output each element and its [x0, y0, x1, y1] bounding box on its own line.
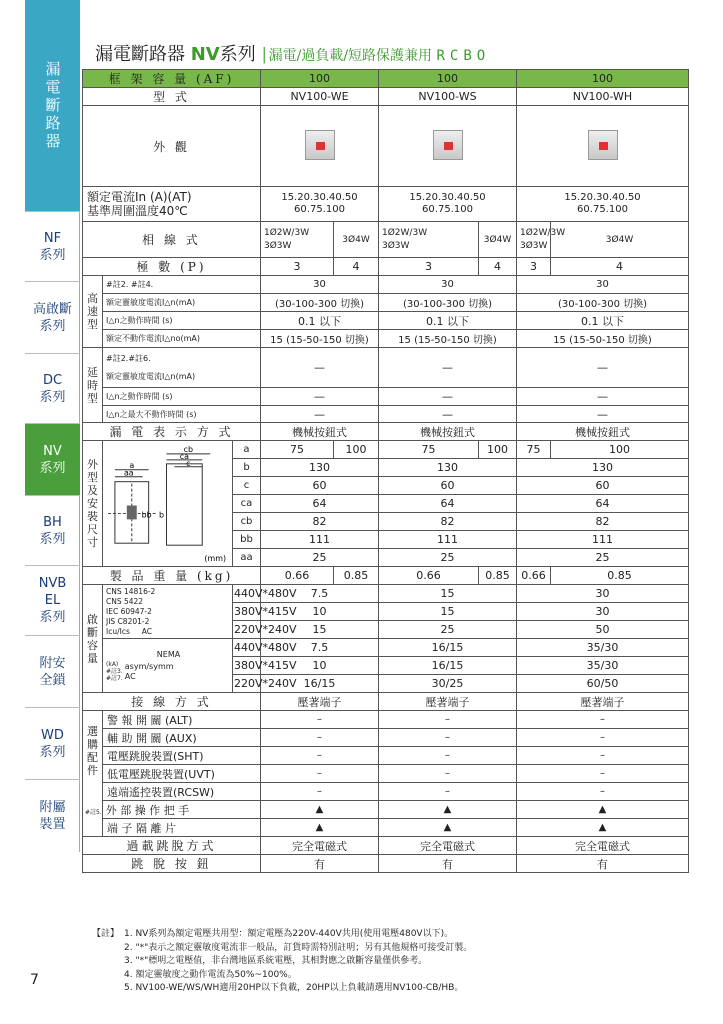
ic-value: 16/15 — [261, 675, 379, 693]
hs-note-value: 30 — [517, 276, 689, 294]
ic-nema-block — [103, 639, 233, 693]
breaker-side-outline — [167, 464, 203, 545]
ic-value: 25 — [379, 621, 517, 639]
dim-letter: b — [233, 459, 261, 477]
ic-asym: asym/symm AC — [124, 661, 174, 681]
breaker-image — [517, 106, 689, 187]
ic-value: 7.5 — [261, 639, 379, 657]
hs-non-label: 額定不動作電流I△no(mA) — [103, 330, 261, 348]
ic-standard: CNS 14816-2 CNS 5422 IEC 60947-2 JIS C8201-2 Icu/Ics AC — [103, 585, 233, 639]
hs-time-label: I△n之動作時間 (s) — [103, 312, 261, 330]
hs-non-value: 15 (15-50-150 切換) — [517, 330, 689, 348]
ic-asym-row — [106, 661, 231, 682]
dim-value: 82 — [517, 513, 689, 531]
dim-value: 64 — [517, 495, 689, 513]
option-value: – — [517, 765, 689, 783]
sidebar-item-nvbel[interactable]: NVB EL 系列 — [25, 566, 80, 636]
rated-line: 60.75.100 — [294, 204, 345, 215]
option-value: – — [379, 783, 517, 801]
td-sens-label: 額定靈敏度電流I△n(mA) — [106, 371, 196, 381]
sidebar-item-lock[interactable]: 附安 全鎖 — [25, 636, 80, 708]
rated-value — [379, 187, 517, 222]
poles-value: 4 — [551, 258, 689, 276]
weight-value: 0.85 — [334, 567, 379, 585]
fig-label-a: a — [129, 460, 135, 470]
phase-line: 3Ø3W — [264, 240, 292, 251]
dim-value: 82 — [261, 513, 379, 531]
rated-line: 15.20.30.40.50 — [564, 192, 641, 203]
note-line: 3. "*"標明之電壓值，非台灣地區系統電壓，其相對應之啟斷容量僅供參考。 — [124, 956, 428, 966]
option-label: 輔 助 開 關 (AUX) — [103, 729, 261, 747]
poles-value: 3 — [379, 258, 479, 276]
dash-value: — — [379, 406, 517, 423]
option-value: – — [261, 765, 379, 783]
voltage: 440V*480V — [233, 585, 261, 603]
dim-value: 64 — [379, 495, 517, 513]
sidebar-item-high-breaking[interactable]: 高啟斷 系列 — [25, 282, 80, 354]
sidebar-item-nf[interactable]: NF 系列 — [25, 212, 80, 282]
voltage: 220V*240V — [233, 621, 261, 639]
ic-value: 10 — [261, 603, 379, 621]
ic-value: 15 — [379, 603, 517, 621]
rated-line: 15.20.30.40.50 — [409, 192, 486, 203]
header-series-suffix: 系列 — [219, 44, 256, 65]
trip-value: 完全電磁式 — [379, 837, 517, 855]
table-row — [83, 106, 689, 187]
dim-value: 60 — [517, 477, 689, 495]
ic-value: 30/25 — [379, 675, 517, 693]
spec-table — [82, 69, 689, 873]
header-code: RCBO — [436, 48, 491, 64]
voltage: 380V*415V — [233, 657, 261, 675]
time-delay-group: 延時型 — [83, 348, 103, 423]
option-value: – — [379, 711, 517, 729]
dash-value: — — [261, 348, 379, 388]
sidebar-item-dc[interactable]: DC 系列 — [25, 354, 80, 424]
table-row — [83, 819, 689, 837]
dash-value: — — [261, 406, 379, 423]
ic-value: 60/50 — [517, 675, 689, 693]
table-row — [83, 70, 689, 88]
weight-label: 製 品 重 量 (kg) — [83, 567, 261, 585]
fig-label-ca: ca — [179, 451, 189, 461]
trip-label: 過載跳脫方式 — [83, 837, 261, 855]
table-row — [83, 88, 689, 106]
frame-value: 100 — [261, 70, 379, 88]
option-value: ▲ — [261, 819, 379, 837]
model-label: 型 式 — [83, 88, 261, 106]
ic-value: 16/15 — [379, 639, 517, 657]
phase-4w: 3Ø4W — [551, 222, 689, 258]
voltage: 380V*415V — [233, 603, 261, 621]
table-row — [83, 312, 689, 330]
ic-value: 7.5 — [261, 585, 379, 603]
td-max-label: I△n之最大不動作時間 (s) — [103, 406, 261, 423]
td-note: #註2.#註6. — [106, 353, 151, 363]
weight-value: 0.66 — [379, 567, 479, 585]
dim-value: 75 — [379, 441, 479, 459]
table-row — [83, 711, 689, 729]
dim-value: 25 — [379, 549, 517, 567]
trip-value: 完全電磁式 — [517, 837, 689, 855]
fig-label-bb: bb — [141, 510, 152, 520]
fig-label-aa: aa — [123, 468, 134, 478]
poles-value: 3 — [517, 258, 551, 276]
table-row — [83, 222, 689, 258]
option-label: 警 報 開 關 (ALT) — [103, 711, 261, 729]
table-row — [83, 585, 689, 603]
option-value: – — [517, 783, 689, 801]
trip-button-label: 跳 脫 按 鈕 — [83, 855, 261, 873]
model-value: NV100-WE — [261, 88, 379, 106]
dash-value: — — [517, 348, 689, 388]
hs-note-value: 30 — [379, 276, 517, 294]
note-line: 4. 額定靈敏度之動作電流為50%~100%。 — [124, 969, 297, 980]
voltage: 440V*480V — [233, 639, 261, 657]
sidebar-item-bh[interactable]: BH 系列 — [25, 496, 80, 566]
breaker-icon — [305, 130, 335, 160]
table-row — [83, 258, 689, 276]
option-label: 端 子 隔 離 片 — [103, 819, 261, 837]
option-value: – — [379, 729, 517, 747]
option-label: 低電壓跳脫裝置(UVT) — [103, 765, 261, 783]
ic-value: 15 — [379, 585, 517, 603]
phase-3w — [517, 222, 566, 258]
sidebar — [25, 0, 80, 852]
phase-line: 1Ø2W/3W — [382, 227, 428, 238]
ic-value: 15 — [261, 621, 379, 639]
table-row — [83, 348, 689, 388]
note-line: 5. NV100-WE/WS/WH適用20HP以下負載，20HP以上負載請選用NV100-CB/HB。 — [124, 983, 464, 993]
note-line: 1. NV系列為額定電壓共用型：額定電壓為220V-440V共用(使用電壓480V以下)。 — [124, 929, 454, 939]
hs-note-value: 30 — [261, 276, 379, 294]
dash-value: — — [261, 388, 379, 406]
ic-value: 50 — [517, 621, 689, 639]
hs-sens-value: (30-100-300 切換) — [517, 294, 689, 312]
table-row — [83, 765, 689, 783]
breaker-icon — [588, 130, 618, 160]
weight-value: 0.66 — [517, 567, 551, 585]
table-row — [83, 855, 689, 873]
table-row — [83, 693, 689, 711]
phase-line: 3Ø3W — [382, 240, 410, 251]
trip-value: 完全電磁式 — [261, 837, 379, 855]
dimension-diagram — [103, 442, 232, 565]
rated-value — [261, 187, 379, 222]
ic-value: 10 — [261, 657, 379, 675]
option-label-text: 外 部 操 作 把 手 — [105, 803, 190, 817]
header-subtitle: │漏電/過負載/短路保護兼用 — [255, 48, 437, 64]
hs-time-value: 0.1 以下 — [261, 312, 379, 330]
breaker-icon — [433, 130, 463, 160]
phase-line: 1Ø2W/3W — [520, 227, 566, 238]
hs-note: #註2. #註4. — [103, 276, 261, 294]
ic-ka-note: (kA) #註3. #註7. — [106, 661, 123, 682]
dim-value: 82 — [379, 513, 517, 531]
dimension-group: 外型及安裝尺寸 — [83, 441, 103, 567]
table-row — [83, 187, 689, 222]
dim-value: 100 — [479, 441, 517, 459]
connection-label: 接 線 方 式 — [83, 693, 261, 711]
option-value: – — [261, 783, 379, 801]
trip-button-value: 有 — [517, 855, 689, 873]
phase-3w — [379, 222, 479, 258]
fig-label-c: c — [186, 458, 191, 468]
hs-sens-value: (30-100-300 切換) — [379, 294, 517, 312]
indicator-label: 漏 電 表 示 方 式 — [83, 423, 261, 441]
phase-line: 1Ø2W/3W — [264, 227, 310, 238]
option-value: ▲ — [517, 801, 689, 819]
table-row — [83, 567, 689, 585]
table-row — [83, 406, 689, 423]
phase-4w: 3Ø4W — [479, 222, 517, 258]
ic-value: 35/30 — [517, 639, 689, 657]
dim-value: 60 — [379, 477, 517, 495]
option-value: – — [517, 747, 689, 765]
option-value: – — [379, 747, 517, 765]
model-value: NV100-WH — [517, 88, 689, 106]
phase-line: 3Ø3W — [520, 240, 548, 251]
connection-value: 壓著端子 — [517, 693, 689, 711]
trip-button-value: 有 — [379, 855, 517, 873]
frame-value: 100 — [517, 70, 689, 88]
table-row — [83, 837, 689, 855]
page-header — [95, 40, 695, 66]
header-title: 漏電斷路器 — [95, 44, 191, 65]
dim-letter: a — [233, 441, 261, 459]
sidebar-item-rcbo[interactable]: 漏電斷路器 — [25, 0, 80, 212]
dim-value: 25 — [517, 549, 689, 567]
dim-letter: ca — [233, 495, 261, 513]
high-speed-group: 高速型 — [83, 276, 103, 348]
dim-value: 130 — [379, 459, 517, 477]
rated-label — [83, 187, 261, 222]
dimension-figure — [103, 441, 233, 567]
breaker-image — [379, 106, 517, 187]
option-value: – — [517, 711, 689, 729]
dim-value: 100 — [551, 441, 689, 459]
rated-value — [517, 187, 689, 222]
connection-value: 壓著端子 — [261, 693, 379, 711]
phase-label: 相 線 式 — [83, 222, 261, 258]
ic-value: 30 — [517, 585, 689, 603]
ic-value: 35/30 — [517, 657, 689, 675]
handle-shape — [127, 505, 137, 519]
dim-letter: c — [233, 477, 261, 495]
breaker-image — [261, 106, 379, 187]
dim-value: 111 — [261, 531, 379, 549]
dim-letter: cb — [233, 513, 261, 531]
option-value: – — [261, 729, 379, 747]
frame-label: 框 架 容 量 (AF) — [83, 70, 261, 88]
option-value: ▲ — [379, 819, 517, 837]
ic-nema: NEMA — [156, 650, 181, 659]
dash-value: — — [379, 348, 517, 388]
td-time-label: I△n之動作時間 (s) — [103, 388, 261, 406]
fig-label-cb: cb — [183, 444, 194, 454]
dash-value: — — [517, 388, 689, 406]
option-value: – — [261, 747, 379, 765]
option-note: #註5. — [85, 808, 102, 816]
dim-value: 25 — [261, 549, 379, 567]
sidebar-item-accessories[interactable]: 附屬 裝置 — [39, 800, 66, 832]
hs-time-value: 0.1 以下 — [517, 312, 689, 330]
indicator-value: 機械按鈕式 — [261, 423, 379, 441]
dim-value: 75 — [517, 441, 551, 459]
ic-value: 16/15 — [379, 657, 517, 675]
indicator-value: 機械按鈕式 — [517, 423, 689, 441]
option-label: 電壓跳脫裝置(SHT) — [103, 747, 261, 765]
note-line: 2. "*"表示之額定靈敏度電流非一般品，訂貨時需特別註明；另有其他規格可接受訂製。 — [124, 942, 473, 953]
rated-label-line: 基準周圍溫度40℃ — [87, 204, 188, 218]
poles-label: 極 數 (P) — [83, 258, 261, 276]
option-value: ▲ — [517, 819, 689, 837]
ic-value: 30 — [517, 603, 689, 621]
table-row — [83, 423, 689, 441]
hs-sens-label: 額定靈敏度電流I△n(mA) — [103, 294, 261, 312]
table-row — [83, 276, 689, 294]
connection-value: 壓著端子 — [379, 693, 517, 711]
sidebar-item-nv[interactable]: NV 系列 — [25, 424, 80, 496]
dim-value: 100 — [334, 441, 379, 459]
breaking-capacity-group: 啟斷容量 — [83, 585, 103, 693]
notes-heading: 【註】 — [92, 929, 120, 939]
voltage: 220V*240V — [233, 675, 261, 693]
weight-value: 0.66 — [261, 567, 334, 585]
weight-value: 0.85 — [551, 567, 689, 585]
table-row — [83, 330, 689, 348]
option-group-label: 選購配件 — [87, 725, 98, 777]
rated-line: 60.75.100 — [422, 204, 473, 215]
option-value: – — [261, 711, 379, 729]
dim-value: 60 — [261, 477, 379, 495]
dimension-unit: (mm) — [204, 554, 227, 564]
table-row — [83, 729, 689, 747]
model-value: NV100-WS — [379, 88, 517, 106]
dim-value: 130 — [517, 459, 689, 477]
option-label — [85, 801, 261, 819]
poles-value: 4 — [334, 258, 379, 276]
dim-value: 111 — [379, 531, 517, 549]
dim-value: 75 — [261, 441, 334, 459]
appearance-label: 外 觀 — [83, 106, 261, 187]
dim-value: 64 — [261, 495, 379, 513]
option-value: ▲ — [379, 801, 517, 819]
option-value: ▲ — [261, 801, 379, 819]
fig-label-b: b — [159, 510, 165, 520]
table-row — [83, 294, 689, 312]
option-label: 遠端遙控裝置(RCSW) — [103, 783, 261, 801]
hs-non-value: 15 (15-50-150 切換) — [379, 330, 517, 348]
header-series: NV — [190, 44, 220, 65]
hs-sens-value: (30-100-300 切換) — [261, 294, 379, 312]
option-value: – — [379, 765, 517, 783]
dash-value: — — [379, 388, 517, 406]
td-note-label — [103, 348, 261, 388]
table-row — [83, 801, 689, 819]
hs-non-value: 15 (15-50-150 切換) — [261, 330, 379, 348]
phase-3w — [261, 222, 334, 258]
phase-4w: 3Ø4W — [334, 222, 379, 258]
trip-button-value: 有 — [261, 855, 379, 873]
option-value: – — [517, 729, 689, 747]
table-row — [83, 783, 689, 801]
table-row — [83, 441, 689, 459]
poles-value: 3 — [261, 258, 334, 276]
rated-line: 15.20.30.40.50 — [281, 192, 358, 203]
dim-value: 111 — [517, 531, 689, 549]
page-number: 7 — [30, 972, 39, 988]
dim-letter: bb — [233, 531, 261, 549]
dash-value: — — [517, 406, 689, 423]
indicator-value: 機械按鈕式 — [379, 423, 517, 441]
sidebar-item-wd[interactable]: WD 系列 — [25, 708, 80, 780]
table-row — [83, 388, 689, 406]
table-row — [83, 747, 689, 765]
dim-letter: aa — [233, 549, 261, 567]
dim-value: 130 — [261, 459, 379, 477]
rated-line: 60.75.100 — [577, 204, 628, 215]
notes — [92, 928, 692, 996]
weight-value: 0.85 — [479, 567, 517, 585]
poles-value: 4 — [479, 258, 517, 276]
table-row — [83, 639, 689, 657]
rated-label-line: 額定電流In (A)(AT) — [87, 190, 192, 204]
frame-value: 100 — [379, 70, 517, 88]
hs-time-value: 0.1 以下 — [379, 312, 517, 330]
option-group — [83, 711, 103, 837]
